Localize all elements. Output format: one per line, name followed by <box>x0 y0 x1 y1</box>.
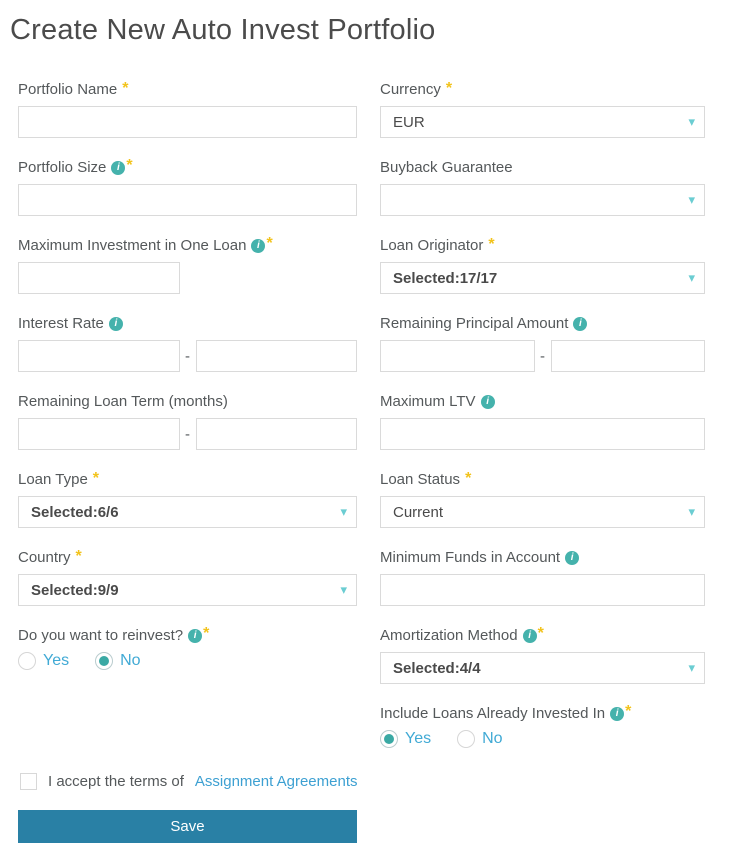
chevron-down-icon: ▾ <box>340 504 347 520</box>
required-asterisk: * <box>266 234 273 252</box>
loan-originator-value: Selected:17/17 <box>393 269 498 287</box>
portfolio-size-label: Portfolio Size i * <box>18 156 133 176</box>
interest-rate-min-input[interactable] <box>18 340 180 372</box>
info-icon[interactable]: i <box>188 629 202 643</box>
field-portfolio-name <box>18 81 357 138</box>
info-icon[interactable]: i <box>109 317 123 331</box>
range-separator: - <box>540 347 545 365</box>
include-loans-label: Include Loans Already Invested In i * <box>380 702 632 722</box>
remaining-loan-term-min-input[interactable] <box>18 418 180 450</box>
terms-row <box>20 773 705 790</box>
required-asterisk: * <box>625 702 632 720</box>
info-icon[interactable]: i <box>610 707 624 721</box>
info-icon[interactable]: i <box>251 239 265 253</box>
currency-label: Currency * <box>380 79 453 98</box>
currency-dropdown[interactable] <box>380 106 705 138</box>
info-icon[interactable]: i <box>565 551 579 565</box>
interest-rate-label: Interest Rate i <box>18 315 357 332</box>
max-investment-label: Maximum Investment in One Loan i * <box>18 234 273 254</box>
loan-type-dropdown[interactable] <box>18 496 357 528</box>
buyback-guarantee-dropdown[interactable] <box>380 184 705 216</box>
interest-rate-max-input[interactable] <box>196 340 358 372</box>
max-investment-input[interactable] <box>18 262 180 294</box>
field-currency <box>380 81 705 138</box>
required-asterisk: * <box>203 624 210 642</box>
field-interest-rate <box>18 315 357 372</box>
field-loan-status <box>380 471 705 528</box>
info-icon[interactable]: i <box>111 161 125 175</box>
country-dropdown[interactable] <box>18 574 357 606</box>
info-icon[interactable]: i <box>481 395 495 409</box>
save-button[interactable]: Save <box>18 810 357 843</box>
required-asterisk: * <box>488 235 495 253</box>
loan-originator-label: Loan Originator * <box>380 235 495 254</box>
include-loans-yes-radio[interactable]: Yes <box>380 730 431 748</box>
assignment-agreements-link[interactable]: Assignment Agreements <box>194 773 358 790</box>
remaining-loan-term-range <box>18 418 357 450</box>
chevron-down-icon: ▾ <box>688 660 695 676</box>
remaining-loan-term-label: Remaining Loan Term (months) <box>18 393 228 410</box>
terms-checkbox[interactable] <box>20 773 37 790</box>
chevron-down-icon: ▾ <box>688 270 695 286</box>
currency-value: EUR <box>393 113 425 131</box>
reinvest-radio-group <box>18 652 357 670</box>
remaining-principal-min-input[interactable] <box>380 340 535 372</box>
field-loan-type <box>18 471 357 528</box>
portfolio-form <box>18 81 705 769</box>
minimum-funds-input[interactable] <box>380 574 705 606</box>
portfolio-name-label: Portfolio Name * <box>18 79 129 98</box>
field-reinvest <box>18 624 357 684</box>
interest-rate-range <box>18 340 357 372</box>
chevron-down-icon: ▾ <box>688 504 695 520</box>
radio-selected-icon <box>380 730 398 748</box>
field-portfolio-size <box>18 156 357 216</box>
loan-type-value: Selected:6/6 <box>31 503 119 521</box>
field-amortization-method <box>380 624 705 684</box>
spacer-cell <box>18 705 357 748</box>
maximum-ltv-input[interactable] <box>380 418 705 450</box>
field-max-investment-one-loan <box>18 234 357 294</box>
chevron-down-icon: ▾ <box>340 582 347 598</box>
required-asterisk: * <box>537 624 544 642</box>
radio-unselected-icon <box>18 652 36 670</box>
field-loan-originator <box>380 237 705 294</box>
remaining-principal-max-input[interactable] <box>551 340 706 372</box>
amortization-method-label: Amortization Method i * <box>380 624 544 644</box>
required-asterisk: * <box>445 79 453 97</box>
portfolio-name-input[interactable] <box>18 106 357 138</box>
remaining-principal-range <box>380 340 705 372</box>
field-remaining-loan-term <box>18 393 357 450</box>
reinvest-no-radio[interactable]: No <box>95 652 140 670</box>
buyback-guarantee-label: Buyback Guarantee <box>380 159 513 176</box>
required-asterisk: * <box>75 547 82 565</box>
radio-selected-icon <box>95 652 113 670</box>
page-title: Create New Auto Invest Portfolio <box>10 14 436 46</box>
range-separator: - <box>185 347 190 365</box>
field-minimum-funds-in-account <box>380 549 705 606</box>
required-asterisk: * <box>126 156 133 174</box>
field-buyback-guarantee <box>380 159 705 216</box>
required-asterisk: * <box>92 469 100 487</box>
loan-status-dropdown[interactable] <box>380 496 705 528</box>
minimum-funds-label: Minimum Funds in Account i <box>380 549 705 566</box>
amortization-method-dropdown[interactable] <box>380 652 705 684</box>
field-include-loans-already-invested <box>380 702 705 748</box>
required-asterisk: * <box>465 469 472 487</box>
field-country <box>18 549 357 606</box>
remaining-principal-label: Remaining Principal Amount i <box>380 315 705 332</box>
range-separator: - <box>185 425 190 443</box>
amortization-method-value: Selected:4/4 <box>393 659 481 677</box>
loan-originator-dropdown[interactable] <box>380 262 705 294</box>
portfolio-size-input[interactable] <box>18 184 357 216</box>
reinvest-label: Do you want to reinvest? i * <box>18 624 210 644</box>
chevron-down-icon: ▾ <box>688 192 695 208</box>
required-asterisk: * <box>122 79 129 97</box>
include-loans-no-radio[interactable]: No <box>457 730 502 748</box>
maximum-ltv-label: Maximum LTV i <box>380 393 705 410</box>
include-loans-radio-group <box>380 730 705 748</box>
terms-text: I accept the terms of <box>48 773 184 790</box>
loan-status-value: Current <box>393 503 444 521</box>
radio-unselected-icon <box>457 730 475 748</box>
info-icon[interactable]: i <box>573 317 587 331</box>
loan-status-label: Loan Status * <box>380 469 472 488</box>
info-icon[interactable]: i <box>523 629 537 643</box>
field-remaining-principal-amount <box>380 315 705 372</box>
field-maximum-ltv <box>380 393 705 450</box>
reinvest-yes-radio[interactable]: Yes <box>18 652 69 670</box>
loan-type-label: Loan Type * <box>18 469 100 488</box>
country-value: Selected:9/9 <box>31 581 119 599</box>
remaining-loan-term-max-input[interactable] <box>196 418 358 450</box>
chevron-down-icon: ▾ <box>688 114 695 130</box>
country-label: Country * <box>18 547 82 566</box>
